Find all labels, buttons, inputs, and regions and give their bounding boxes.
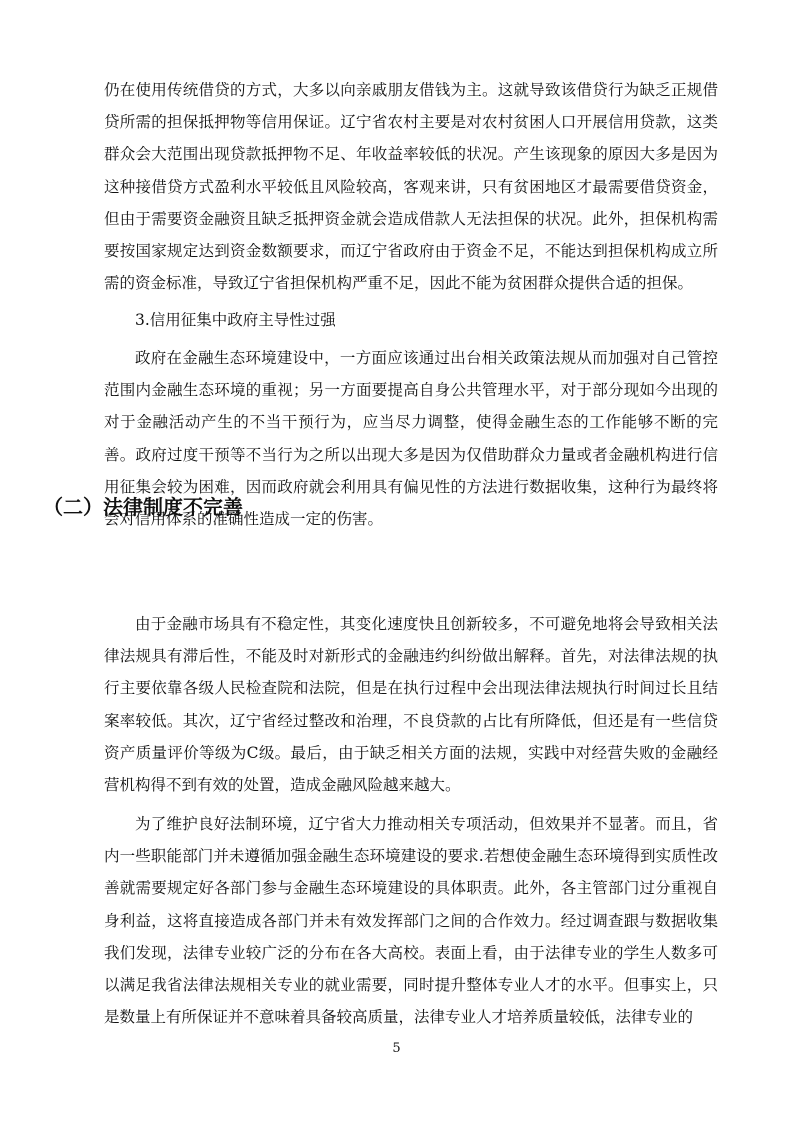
body-paragraph-4: 为了维护良好法制环境，辽宁省大力推动相关专项活动，但效果并不显著。而且，省内一些职能部门并未遵循加强金融生态环境建设的要求.若想使金融生态环境得到实质性改善就需要规定好各部门参与金融生态环境建设的具体职责。此外，各主管部门过分重视自身利益，这将直接造成各部门并未有效发挥部门之间的合作效力。经过调查跟与数据收集我们发现，法律专业较广泛的分布在各大高校。表面上看，由于法律专业的学生人数多可以满足我省法律法规相关专业的就业需要，同时提升整体专业人才的水平。但事实上，只是数量上有所保证并不意味着具备较高质量，法律专业人才培养质量较低，法律专业的 (104, 815, 718, 1027)
body-paragraph-1: 仍在使用传统借贷的方式，大多以向亲戚朋友借钱为主。这就导致该借贷行为缺乏正规借贷所需的担保抵押物等信用保证。辽宁省农村主要是对农村贫困人口开展信用贷款，这类群众会大范围出现贷款抵押物不足、年收益率较低的状况。产生该现象的原因大多是因为这种接借贷方式盈利水平较低且风险较高，客观来讲，只有贫困地区才最需要借贷资金，但由于需要资金融资且缺乏抵押资金就会造成借款人无法担保的状况。此外，担保机构需要按国家规定达到资金数额要求，而辽宁省政府由于资金不足，不能达到担保机构成立所需的资金标准，导致辽宁省担保机构严重不足，因此不能为贫困群众提供合适的担保。 (104, 81, 718, 293)
body-paragraph-2: 政府在金融生态环境建设中，一方面应该通过出台相关政策法规从而加强对自己管控范围内金融生态环境的重视；另一方面要提高自身公共管理水平，对于部分现如今出现的对于金融活动产生的不当干预行为，应当尽力调整，使得金融生态的工作能够不断的完善。政府过度干预等不当行为之所以出现大多是因为仅借助群众力量或者金融机构进行信用征集会较为困难，因而政府就会利用具有偏见性的方法进行数据收集，这种行为最终将会对信用体系的准确性造成一定的伤害。 (104, 349, 718, 529)
lower-body (104, 608, 718, 1033)
body-paragraph-3: 由于金融市场具有不稳定性，其变化速度快且创新较多，不可避免地将会导致相关法律法规具有滞后性，不能及时对新形式的金融违约纠纷做出解释。首先，对法律法规的执行主要依靠各级人民检查院和法院，但是在执行过程中会出现法律法规执行时间过长且结案率较低。其次，辽宁省经过整改和治理，不良贷款的占比有所降低，但还是有一些信贷资产质量评价等级为C级。最后，由于缺乏相关方面的法规，实践中对经营失败的金融经营机构得不到有效的处置，造成金融风险越来越大。 (104, 615, 718, 795)
upper-body (104, 74, 718, 536)
section-title: （二）法律制度不完善 (43, 495, 243, 519)
page-number: 5 (392, 1041, 401, 1056)
subheading-3: 3.信用征集中政府主导性过强 (135, 311, 336, 329)
